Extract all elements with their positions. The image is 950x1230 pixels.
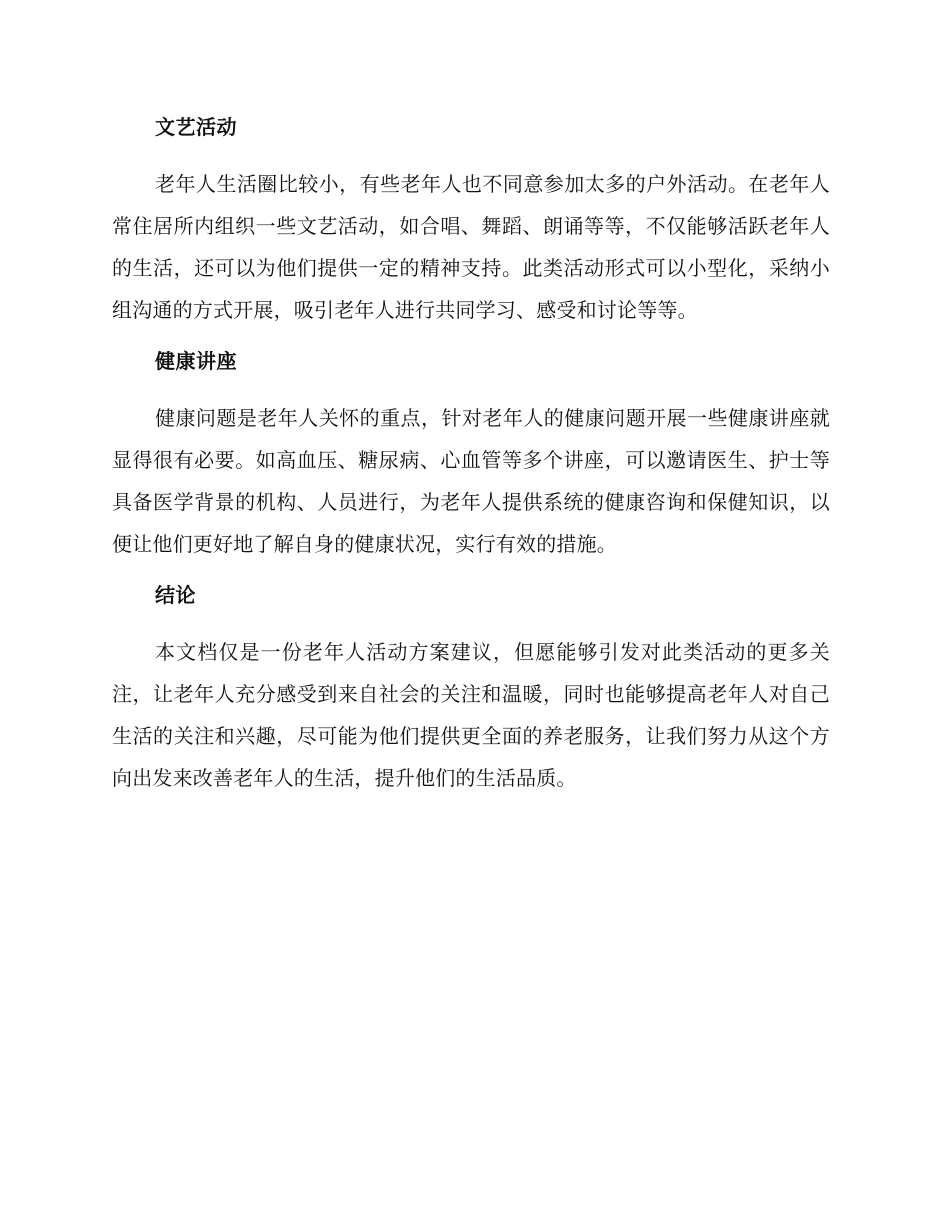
spacer: [112, 613, 830, 631]
section-paragraph-health-lectures: 健康问题是老年人关怀的重点，针对老年人的健康问题开展一些健康讲座就显得很有必要。如高血压、糖尿病、心血管等多个讲座，可以邀请医生、护士等具备医学背景的机构、人员进行，为老年人提供系统的健康咨询和保健知识，以便让他们更好地了解自身的健康状况，实行有效的措施。: [112, 406, 830, 556]
spacer: [112, 379, 830, 397]
spacer: [112, 145, 830, 163]
section-heading-conclusion: 结论: [155, 583, 196, 607]
section-heading-health-lectures: 健康讲座: [155, 349, 237, 373]
section-paragraph-conclusion: 本文档仅是一份老年人活动方案建议，但愿能够引发对此类活动的更多关注，让老年人充分感受到来自社会的关注和温暖，同时也能够提高老年人对自己生活的关注和兴趣，尽可能为他们提供更全面的养老服务，让我们努力从这个方向出发来改善老年人的生活，提升他们的生活品质。: [112, 640, 830, 790]
spacer: [112, 565, 830, 577]
section-heading-arts-activities: 文艺活动: [155, 115, 237, 139]
section-paragraph-arts-activities: 老年人生活圈比较小，有些老年人也不同意参加太多的户外活动。在老年人常住居所内组织一些文艺活动，如合唱、舞蹈、朗诵等等，不仅能够活跃老年人的生活，还可以为他们提供一定的精神支持。此类活动形式可以小型化，采纳小组沟通的方式开展，吸引老年人进行共同学习、感受和讨论等等。: [112, 172, 830, 322]
document-content: [112, 109, 830, 799]
spacer: [112, 331, 830, 343]
